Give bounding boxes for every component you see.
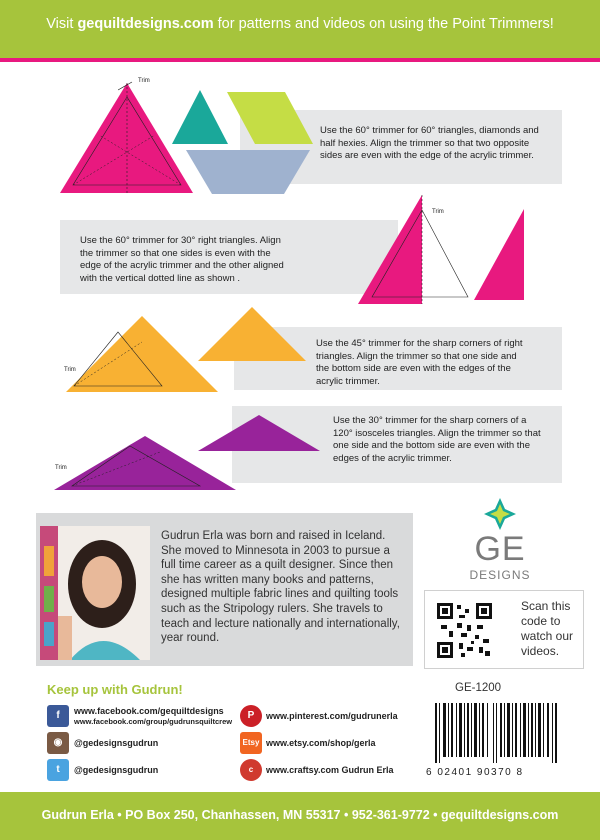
bio-box bbox=[36, 513, 413, 666]
pink-divider bbox=[0, 58, 600, 62]
header-site-link[interactable]: gequiltdesigns.com bbox=[77, 16, 214, 32]
bottom-banner bbox=[0, 792, 600, 840]
logo-word: DESIGNS bbox=[469, 568, 531, 582]
teal-triangle-shape bbox=[170, 88, 230, 146]
barcode-digits: 6 02401 90370 8 bbox=[426, 767, 524, 778]
instagram-handle[interactable]: @gedesignsgudrun bbox=[74, 738, 159, 748]
instagram-icon[interactable]: ◉ bbox=[47, 732, 69, 754]
etsy-icon[interactable]: Etsy bbox=[240, 732, 262, 754]
twitter-handle[interactable]: @gedesignsgudrun bbox=[74, 765, 159, 775]
facebook-link-2[interactable]: www.facebook.com/group/gudrunsquiltcrew bbox=[74, 717, 233, 726]
top-banner bbox=[0, 0, 600, 58]
trim-label-2: Trim bbox=[432, 209, 444, 215]
author-photo bbox=[40, 526, 150, 660]
bio-text: Gudrun Erla was born and raised in Iceland. She moved to Minnesota in 2003 to pursue a full time career as a quilt designer. Since then she has written many books and patterns, designed multiple fabric lines and quilting tools such as the Stripology rulers. She travels to teach and lecture nationally and internationally, year round. bbox=[161, 530, 400, 645]
footer-contact: Gudrun Erla • PO Box 250, Chanhassen, MN 55317 • 952-361-9772 • gequiltdesigns.com bbox=[41, 808, 559, 822]
facebook-icon[interactable]: f bbox=[47, 705, 69, 727]
barcode bbox=[435, 703, 557, 763]
twitter-icon[interactable]: t bbox=[47, 759, 69, 781]
facebook-link-1[interactable]: www.facebook.com/gequiltdesigns bbox=[74, 706, 224, 716]
instruction-text-2: Use the 60° trimmer for 30° right triangles. Align the trimmer so that one sides is even with the edge of the acrylic trimmer and the other aligned with the vertical dotted line as shown . bbox=[80, 235, 284, 284]
half-hexie-shape bbox=[184, 148, 314, 196]
ge-designs-logo bbox=[430, 490, 580, 590]
orange-triangle-shape bbox=[196, 305, 308, 363]
etsy-link[interactable]: www.etsy.com/shop/gerla bbox=[266, 738, 376, 748]
star-logo-icon bbox=[482, 496, 518, 532]
logo-letters: GE bbox=[474, 530, 526, 568]
pink-right-triangle-shape bbox=[472, 206, 528, 302]
keep-up-heading: Keep up with Gudrun! bbox=[47, 682, 183, 697]
trim-label-4: Trim bbox=[55, 465, 67, 471]
qr-box bbox=[424, 590, 584, 669]
qr-code[interactable] bbox=[437, 603, 492, 658]
instruction-text-3: Use the 45° trimmer for the sharp corners of right triangles. Align the trimmer so that one side and the bottom side are even with the edges of the acrylic trimmer. bbox=[316, 338, 523, 387]
qr-instructions: Scan this code to watch our videos. bbox=[521, 599, 574, 658]
lime-diamond-shape bbox=[225, 90, 315, 146]
pinterest-link[interactable]: www.pinterest.com/gudrunerla bbox=[266, 711, 398, 721]
instruction-text-4: Use the 30° trimmer for the sharp corners of a 120° isosceles triangles. Align the trimmer so that one side and the bottom side are even with the edges of the acrylic trimmer. bbox=[333, 415, 541, 464]
purple-triangle-shape bbox=[196, 413, 322, 453]
product-code: GE-1200 bbox=[455, 682, 502, 694]
pinterest-icon[interactable]: P bbox=[240, 705, 262, 727]
header-text: Visit gequiltdesigns.com for patterns and videos on using the Point Trimmers! bbox=[46, 16, 554, 32]
pink-30-right-triangle-illustration bbox=[350, 192, 475, 312]
craftsy-icon[interactable]: c bbox=[240, 759, 262, 781]
trim-label-3: Trim bbox=[64, 367, 76, 373]
instruction-text-1: Use the 60° trimmer for 60° triangles, diamonds and half hexies. Align the trimmer so that two opposite sides are even with the edge of the acrylic trimmer. bbox=[320, 125, 539, 161]
trim-label-1: Trim bbox=[138, 78, 150, 84]
craftsy-link[interactable]: www.craftsy.com Gudrun Erla bbox=[266, 765, 394, 775]
